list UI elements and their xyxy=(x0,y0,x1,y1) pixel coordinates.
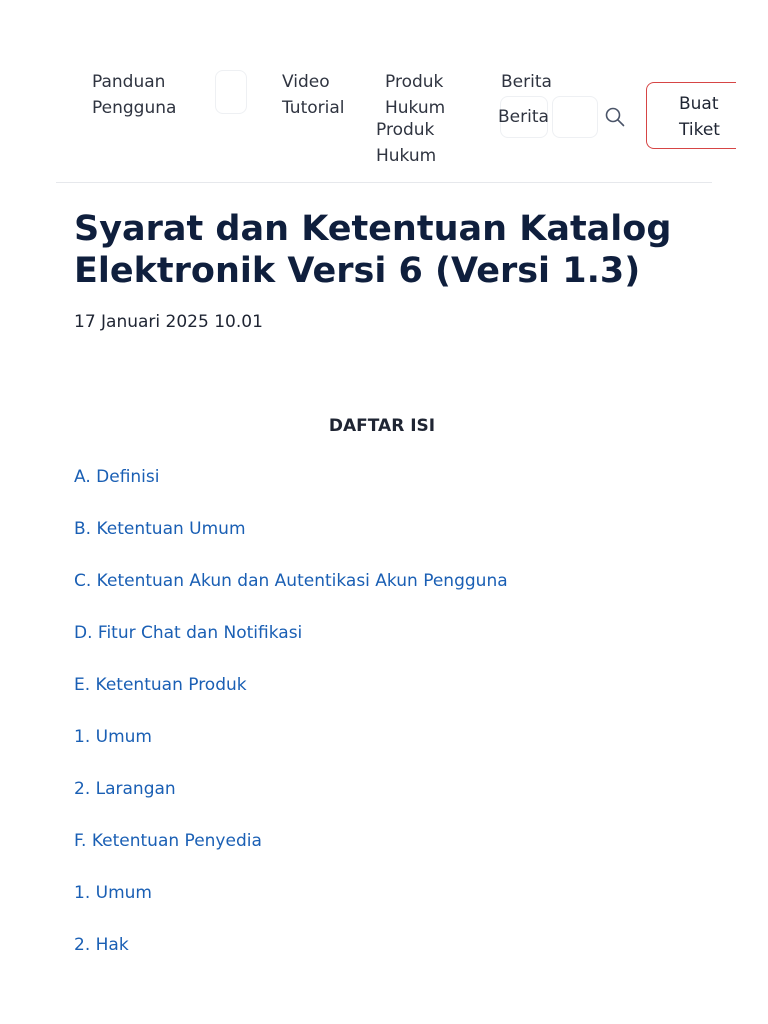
toc-link-produk-umum[interactable]: 1. Umum xyxy=(74,727,152,747)
create-ticket-label: Buat Tiket xyxy=(679,94,720,140)
header-divider xyxy=(56,182,712,183)
nav-item-berita[interactable]: Berita xyxy=(501,72,552,92)
toc-link-ketentuan-produk[interactable]: E. Ketentuan Produk xyxy=(74,675,247,695)
nav-item-produk-hukum[interactable]: Produk Hukum xyxy=(385,72,446,118)
toc-link-ketentuan-penyedia[interactable]: F. Ketentuan Penyedia xyxy=(74,831,262,851)
publish-date: 17 Januari 2025 10.01 xyxy=(74,312,263,332)
page-title: Syarat dan Ketentuan Katalog Elektronik Versi 6 (Versi 1.3) xyxy=(74,209,672,291)
nav-item-panduan-pengguna[interactable]: Panduan Pengguna xyxy=(92,72,177,118)
ticket-button-wrapper xyxy=(646,80,720,152)
search-icon[interactable] xyxy=(604,106,626,128)
nav-item-produk-hukum-submenu[interactable]: Produk Hukum xyxy=(376,120,437,166)
create-ticket-button[interactable] xyxy=(646,82,736,149)
toc-link-fitur-chat[interactable]: D. Fitur Chat dan Notifikasi xyxy=(74,623,303,643)
nav-item-video-tutorial[interactable]: Video Tutorial xyxy=(282,72,345,118)
toc-link-ketentuan-akun[interactable]: C. Ketentuan Akun dan Autentikasi Akun Pengguna xyxy=(74,571,508,591)
search-box[interactable] xyxy=(552,96,598,138)
toc-link-definisi[interactable]: A. Definisi xyxy=(74,467,160,487)
toc-link-produk-larangan[interactable]: 2. Larangan xyxy=(74,779,176,799)
toc-link-ketentuan-umum[interactable]: B. Ketentuan Umum xyxy=(74,519,246,539)
toc-heading: DAFTAR ISI xyxy=(328,416,436,436)
nav-dropdown-toggle[interactable] xyxy=(215,70,247,114)
site-header xyxy=(0,0,768,183)
nav-item-berita-submenu[interactable]: Berita xyxy=(498,107,549,127)
toc-link-penyedia-hak[interactable]: 2. Hak xyxy=(74,935,129,955)
toc-link-penyedia-umum[interactable]: 1. Umum xyxy=(74,883,152,903)
